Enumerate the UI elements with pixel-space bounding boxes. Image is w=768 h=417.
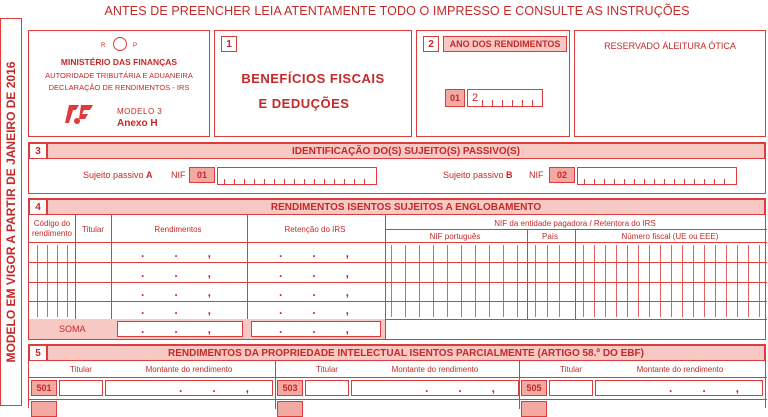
s4-row1-rend-sep: . . , bbox=[141, 246, 212, 260]
s4-code-ticks bbox=[37, 245, 71, 317]
section4 bbox=[28, 198, 766, 340]
side-validity-label-box bbox=[0, 18, 22, 406]
reserved-title: RESERVADO ÁLEITURA ÓTICA bbox=[604, 41, 736, 51]
s4-vline-4 bbox=[385, 215, 386, 339]
s5-code-503: 503 bbox=[277, 380, 303, 396]
authority-name: AUTORIDADE TRIBUTÁRIA E ADUANEIRA bbox=[45, 71, 193, 80]
s4-row4-rend-sep: . . , bbox=[141, 303, 212, 317]
s4-vline-2 bbox=[111, 215, 112, 319]
s4-col-fiscal: Número fiscal (UE ou EEE) bbox=[621, 232, 719, 241]
box2-year-ticks bbox=[482, 100, 542, 107]
s5-montante-505-sep: . . , bbox=[669, 381, 740, 395]
ministry-box bbox=[28, 30, 210, 137]
subject-a-label bbox=[83, 170, 153, 180]
subject-b-nif-input[interactable] bbox=[577, 167, 737, 185]
s5-row-divider bbox=[29, 399, 767, 400]
subject-a-code: 01 bbox=[189, 167, 215, 183]
s4-soma-ret-sep: . . , bbox=[279, 322, 350, 336]
s5-col2-montante: Montante do rendimento bbox=[391, 365, 479, 374]
section3-number: 3 bbox=[29, 143, 47, 159]
subject-b-nif-label: NIF bbox=[529, 170, 544, 180]
subject-a-prefix: Sujeito passivo bbox=[83, 170, 147, 180]
model-label: MODELO 3 bbox=[117, 107, 163, 116]
emblem-icon bbox=[113, 37, 127, 51]
at-logo-icon bbox=[65, 103, 95, 125]
subject-b-prefix: Sujeito passivo bbox=[443, 170, 507, 180]
s5-titular-505-input[interactable] bbox=[549, 380, 593, 396]
s4-col-nif-group: NIF da entidade pagadora / Retentora do IRS bbox=[494, 219, 656, 228]
s5-col1-titular: Titular bbox=[70, 365, 92, 374]
box1-number: 1 bbox=[221, 36, 237, 52]
annex-label: Anexo H bbox=[117, 118, 158, 129]
s5-col2-titular: Titular bbox=[316, 365, 338, 374]
top-instruction: ANTES DE PREENCHER LEIA ATENTAMENTE TODO O IMPRESSO E CONSULTE AS INSTRUÇÕES bbox=[104, 4, 690, 18]
declaration-name: DECLARAÇÃO DE RENDIMENTOS - IRS bbox=[48, 83, 190, 92]
s5-col3-montante: Montante do rendimento bbox=[636, 365, 724, 374]
reserved-box bbox=[574, 30, 766, 137]
subject-a-letter: A bbox=[146, 170, 153, 180]
ministry-name: MINISTÉRIO DAS FINANÇAS bbox=[60, 57, 178, 67]
s4-nif-pt-ticks bbox=[391, 245, 523, 317]
box2-year-value: 2 bbox=[472, 92, 479, 104]
s4-vline-6 bbox=[575, 229, 576, 319]
s5-code-505: 505 bbox=[521, 380, 547, 396]
subject-b-nif-ticks bbox=[584, 179, 734, 185]
subject-b-code: 02 bbox=[549, 167, 575, 183]
s4-col-rend: Rendimentos bbox=[154, 225, 202, 234]
s4-col-ret: Retenção do IRS bbox=[284, 225, 346, 234]
s5-header-divider bbox=[29, 377, 767, 378]
section4-title: RENDIMENTOS ISENTOS SUJEITOS A ENGLOBAMENTO bbox=[47, 199, 765, 215]
s4-row3-ret-sep: . . , bbox=[279, 285, 350, 299]
section5-title: RENDIMENTOS DA PROPRIEDADE INTELECTUAL ISENTOS PARCIALMENTE (ARTIGO 58.º DO EBF) bbox=[47, 345, 765, 361]
s4-soma-rend-sep: . . , bbox=[141, 322, 212, 336]
box1-title-line1: BENEFÍCIOS FISCAIS bbox=[241, 71, 385, 86]
s4-soma-label: SOMA bbox=[59, 324, 86, 334]
emblem-p-letter: P bbox=[133, 43, 138, 49]
s5-montante-503-sep: . . , bbox=[425, 381, 496, 395]
subject-a-nif-label: NIF bbox=[171, 170, 186, 180]
s5-vline-2 bbox=[519, 361, 520, 409]
s4-row4-ret-sep: . . , bbox=[279, 303, 350, 317]
s4-col-nif-pt: NIF português bbox=[429, 232, 481, 241]
s4-col-code-line2: rendimento bbox=[31, 229, 73, 238]
box2-field-code: 01 bbox=[445, 89, 465, 107]
emblem-r-letter: R bbox=[101, 43, 106, 49]
s4-row2-rend-sep: . . , bbox=[141, 266, 212, 280]
box2-year-input[interactable] bbox=[467, 89, 543, 107]
s5-titular-501-input[interactable] bbox=[59, 380, 103, 396]
section3-title: IDENTIFICAÇÃO DO(S) SUJEITO(S) PASSIVO(S) bbox=[47, 143, 765, 159]
s5-code-next-1 bbox=[31, 401, 57, 417]
s5-vline-1 bbox=[275, 361, 276, 409]
s5-col1-montante: Montante do rendimento bbox=[145, 365, 233, 374]
subject-b-letter: B bbox=[506, 170, 513, 180]
box2-title: ANO DOS RENDIMENTOS bbox=[443, 36, 567, 52]
subject-a-nif-ticks bbox=[224, 179, 374, 185]
s4-header-divider-top bbox=[385, 229, 767, 230]
s4-pais-ticks bbox=[535, 245, 571, 317]
s4-row3-rend-sep: . . , bbox=[141, 285, 212, 299]
section4-number: 4 bbox=[29, 199, 47, 215]
s5-col3-titular: Titular bbox=[560, 365, 582, 374]
s4-col-code-line1: Código do bbox=[33, 219, 71, 228]
subject-b-label bbox=[443, 170, 513, 180]
box2-year bbox=[416, 30, 570, 137]
box1-title-line2: E DEDUÇÕES bbox=[258, 96, 350, 111]
s4-col-code bbox=[29, 219, 75, 239]
s5-titular-503-input[interactable] bbox=[305, 380, 349, 396]
box2-number: 2 bbox=[423, 36, 439, 52]
section5 bbox=[28, 344, 766, 408]
box1-benefits bbox=[214, 30, 412, 137]
s4-fiscal-ticks bbox=[583, 245, 763, 317]
s4-col-titular: Titular bbox=[82, 225, 104, 234]
s5-montante-501-sep: . . , bbox=[179, 381, 250, 395]
s4-row1-ret-sep: . . , bbox=[279, 246, 350, 260]
s5-code-next-2 bbox=[277, 401, 303, 417]
s4-col-pais: País bbox=[541, 232, 558, 241]
section5-number: 5 bbox=[29, 345, 47, 361]
subject-a-nif-input[interactable] bbox=[217, 167, 377, 185]
s4-vline-5 bbox=[527, 229, 528, 319]
s5-code-next-3 bbox=[521, 401, 547, 417]
s5-code-501: 501 bbox=[31, 380, 57, 396]
side-validity-label: MODELO EM VIGOR A PARTIR DE JANEIRO DE 2016 bbox=[4, 61, 18, 363]
section3 bbox=[28, 142, 766, 194]
s4-header-divider bbox=[29, 242, 767, 243]
s4-row2-ret-sep: . . , bbox=[279, 266, 350, 280]
